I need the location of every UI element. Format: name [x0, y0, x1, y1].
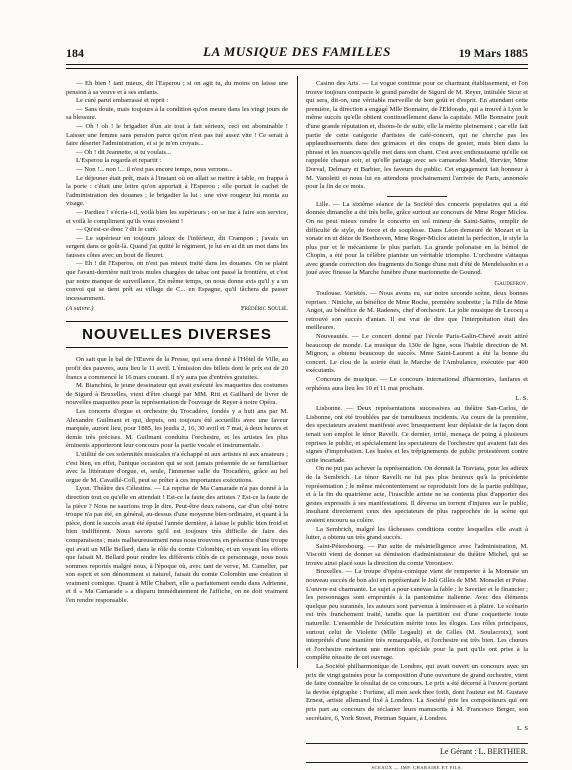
story-paragraph: — Oh ! dit Jeannette, si tu voulais...	[76, 148, 172, 156]
story-paragraph: Le curé parut embarrassé et reprit :	[76, 97, 169, 105]
story-signature	[66, 304, 288, 313]
story-paragraph: — Non !... non !... il n'est pas encore temps, nous verrons...	[76, 165, 233, 173]
story-paragraph: — Le supérieur en toujours jaloux de l'inférieur, dit Crampon ; j'avais un sergent dans ce goût-là. Quand j'ai quitté le régiment, je lui en ai dit un mot dans les fausses côtes avec un bout de fleuret.	[66, 234, 288, 259]
page-number: 184	[66, 46, 84, 60]
news-paragraph: L'utilité de ces solennités musicales n'a échappé ni aux artistes ni aux amateurs ; c'est bien, en effet, l'unique occasion qui se soit jamais présentée de se familiariser avec la littérature d'orgue, et, seule, l'immense salle du Trocadéro, grâce au bel orgue de M. Cavaillé-Coll, peut se prêter à ces importantes exécutions.	[66, 450, 288, 484]
news-paragraph: Lisbonne. — Deux représentations successives au théâtre San-Carlos, de Lisbonne, ont été troublées par de tumultueux incidents. Au cours de la première, des spectateurs avaient manifesté avec brusquement leur déplaisir de la façon dont tenait son emploi le ténor Ravelli. Ce dernier, irrité, menaça de poing à plusieurs reprises le public, et spécialement les spectateurs de l'orchestre qui avaient fait des signes d'improbation. Les huées et les trépignements de public protestèrent contre cette incartade.	[306, 405, 528, 464]
page-header	[66, 42, 528, 64]
news-paragraph: La Société philharmonique de Londres, qui avait ouvert un concours avec un prix de vingt guinées pour la composition d'une ouverture de grand orchestre, vient de faire connaître le résultat de ce concours. Le prix a été décerné à l'œuvre portant la devise épigraphe : Fortune, all men seek thee forth, dont l'auteur est M. Gustave Ernest, artiste allemand fixé à Londres. La Société prie les compositeurs qui ont pris part au concours de réclamer leurs manuscrits à M. Francesco Berger, son secrétaire, 6, York Street, Portman Square, à Londres.	[306, 663, 528, 722]
section-title: NOUVELLES DIVERSES	[66, 321, 288, 348]
news-paragraph: Concours de musique. — Le concours international d'harmonies, fanfares et orphéons aura lieu les 10 et 11 mai prochain.	[306, 376, 528, 392]
news-paragraph: Lille. — La sixième séance de la Société des concerts populaires qui a été donnée dimanche a été très belle, grâce surtout au concours de Mme Roger Miclos. On ne peut mieux rendre le concerto en sol mineur de Saint-Saëns, remplir de difficulté de style, de force et de souplesse. Dans Léon demeuré de Mozart et la sonate en ut dièze de Beethoven, Mme Roger-Miclos atteint la perfection, le style la plus pur et le mécanisme le plus parfait. La grande polonaise en la bémol de Chopin, a été pour la célèbre pianiste un véritable triomphe. L'orchestre s'attaqua avec grande correction des fragments du Songe d'une nuit d'été de Mendelssohn et a joué avec finesse la Marche funèbre d'une marionnette de Gounod.	[306, 200, 528, 277]
story-paragraph: Le déjeuner était prêt, mais à l'instant où on allait se mettre à table, on frappa à la porte : c'était une lettre qu'on apportait à l'Esperou ; elle portait le cachet de l'administration des douanes ; le brigadier la lut : une vive rougeur lui monta au visage.	[66, 174, 288, 208]
story-paragraph: — Eh bien ! tant mieux, dit l'Esperou ; si on agit tu, du moins on laisse une pension à sa veuve et à ses enfants.	[66, 80, 288, 96]
news-paragraph: La Sembrich, malgré les fâcheuses conditions contre lesquelles elle avait à lutter, a obtenu un très grand succès.	[306, 525, 528, 542]
signature: Gaudefroy.	[494, 280, 528, 288]
news-paragraph: M. Bianchini, le jeune dessinateur qui avait exécuté les maquettes des costumes de Sigurd à Bruxelles, vient d'être chargé par MM. Ritt et Gailhard de livrer de nouvelles maquettes pour la représentation de l'ouvrage de Reyer à notre Opéra.	[66, 382, 288, 407]
story-paragraph: — Pardieu ! s'écria-t-il, voilà bien les supérieurs ; on se tue à faire son service, et voilà le compliment qu'ils vous envoient !	[66, 208, 288, 225]
to-be-continued: (A suivre.)	[66, 305, 94, 313]
news-paragraph: Nouveautés. — Le concert donné par l'école Paris-Galin-Chevé avait attiré beaucoup de monde. La musique du 130e de ligne, sous l'habile direction de M. Mignon, a obtenu beaucoup de succès. Mme Saint-Laurent a été la bonne du concert. Le clou de la soirée était le Marche de l'Ambulance, exécutée par 400 exécutants.	[306, 333, 528, 375]
news-paragraph: Lyon. Théâtre des Célestins. — La reprise de Ma Camarade n'a pas donné à la direction tout ce qu'elle en attendait ! Est-ce la faute des artistes ? Est-ce la faute de la pièce ? Nous ne saurions trop le dire. Peut-être deux raisons, car d'un côté notre troupe n'a pas été, en général, au-dessus d'une moyenne bien ordinaire, et quant à la pièce, dont le succès avait été épuisé l'année dernière, à laisse le public bien froid et bien indifférent. Nous savons qu'il est toujours très difficile de faire des comparaisons ; mais malheureusement nous nous trouvons en présence d'une troupe qui avait un Mlle Bellard, dans le rôle du comte Colombin, et un voyant les efforts que faisait M. Bellard pour rendre les différents côtés de ce personnage, nous nous sommes reportés malgré nous, à l'époque où, avec tant de verve, M. Camelier, par son esprit et son dénomment si naturel, faisait du comte Colombin une création si vraiment comique. Quant à Mlle Chabert, elle a parfaitement rendu dans Adrienne, et il « Ma Camarade » a disparu immédiatement de l'affiche, on ne doit vraiment l'en rendre responsable.	[66, 485, 288, 605]
header-rule-bottom	[66, 68, 528, 69]
news-paragraph: Saint-Pétersbourg. — Par suite de mésintelligence avec l'administration, M. Viscotti vient de donner sa démission d'administrateur du théâtre Michel, qui se trouve ainsi placé sous la direction du comte Vorontsov.	[306, 542, 528, 567]
news-paragraph: On sait que le bal de l'Œuvre de la Presse, qui sera donné à l'Hôtel de Ville, au profit des pauvres, aura lieu le 11 avril. L'émission des billets dont le prix est de 20 francs a commencé le 16 mars courant. Il n'y aura pas d'entrées gratuites.	[66, 356, 288, 381]
news-paragraph: Bruxelles. — La troupe d'opéra-comique vient de remporter à la Monnaie un nouveau succès de bon aloi en représentant le Jolí Gilles de MM. Monselet et Poise. L'œuvre est charmante. Le sujet a pour canevas la fable : le Savetier et le financier ; les personnages sont empruntés à la pantomime italienne. Avec des éléments quelque peu surannés, les auteurs sont parvenus à intéresser et à plaire. Le scénario est très franchement traité, tandis que la partition est d'une coquetterie toute naturelle. L'ensemble de l'exécution mérite tous les éloges. Les rôles principaux, surtout celui de Violette (Mlle Legault) et de Gilles (M. Soulacroix), sont interprétés d'une manière très remarquable, et l'orchestre est très bien. Les chœurs et l'orchestre méritent une mention spéciale pour la part qu'ils ont prise à la complète réussite de cet ouvrage.	[306, 568, 528, 662]
story-paragraph: L'Esperou la regarda et repartit :	[76, 157, 162, 165]
header-rule-top	[66, 64, 528, 65]
news-paragraph: Toulouse. Variétés. — Nous avons eu, sur notre seconde scène, deux bonnes reprises : Niniche, au bénéfice de Mme Roche, première soubrette ; la Fille de Mme Angot, au bénéfice de M. Radenes, chef d'orchestre. La jolie musique de Lecocq a retrouvé son succès d'antan. Il est vrai de dire que l'interprétation était des meilleures.	[306, 290, 528, 332]
newspaper-page	[66, 40, 528, 770]
signature: L. S.	[515, 395, 528, 403]
author-name: Frédéric Soulié.	[240, 305, 288, 313]
signature: L. S	[517, 725, 528, 733]
story-paragraph: — Oh ! oh ! le brigadier d'un air tout à fait sérieux, ceci est abominable ! Laisser une femme sans pension parce qu'on n'est pas tué assez vite ! Ce serait à faire déserter l'administration, et si je m'en croyais...	[66, 122, 288, 148]
left-column	[66, 80, 288, 720]
story-paragraph: — Qu'est-ce donc ? dit le curé.	[76, 226, 158, 234]
news-paragraph: On ne put pas achever la représentation. On donnait la Traviata, pour les adieux de la Sembrich. Le ténor Ravelli ne fut pas plus heureux qu'à la précédente représentation ; le même mécontentement se reproduisit lors de la partie publique, et à la fin du quatrième acte, l'irascible artiste ne se contenta plus d'apporter des gestes expressifs à ses manifestations. Il déversa un torrent d'injures sur le public, insultant directement ceux des spectateurs de plus rapprochés de la scène qui avaient encouru sa colère.	[306, 465, 528, 524]
journal-title: LA MUSIQUE DES FAMILLES	[203, 44, 391, 59]
printer-imprint: SCEAUX — IMP. CHARAIRE ET FILS.	[306, 762, 528, 770]
publisher-manager: Le Gérant : L. BERTHIER.	[306, 743, 528, 756]
story-paragraph: — Eh ! dit l'Esperou, on n'est pas mieux traité dans les douanes. On se plaint que l'avant-dernière nuit trois mules chargées de tabac ont passé la frontière, et c'est par notre manque de surveillance. En même temps, on nous donne avis qu'il y a un convoi qui se tient prêt au village de C... en Espagne, qu'il tâchera de passer incessamment.	[66, 260, 288, 302]
issue-date: 19 Mars 1885	[458, 46, 528, 60]
right-column	[306, 80, 528, 770]
news-paragraph: Les concerts d'orgue et orchestre du Trocadéro, fondés y a huit ans par M. Alexandre Guilmant et qui, depuis, ont toujours été accueillis avec une faveur marquée, auront lieu, pour 1885, les jeudis 2, 16, 30 avril et 7 mai, à deux heures et demie très précises. M. Guilmant conduira l'orchestre, et les artistes les plus éminents apporteront leur concours pour la partie vocale et instrumentale.	[66, 408, 288, 450]
column-divider	[297, 76, 298, 668]
news-paragraph: Casino des Arts. — La vogue continue pour ce charmant établissement, et l'on trouve toujours compacte le grand parodie de Sigurd de M. Reyer, intitulée Sicur et qui sera, dit-on, une véritable merveille de bon goût et d'esprit. En attendant cette première, la direction a engagé Mlle Bonnaire, de l'Eldorado, qui a trouvé à Lyon le même succès qu'elle obtient continuellement dans la capitale. Mlle Bonnaire jouit d'une grande réputation et, disons-le de suite, elle la mérite pleinement ; car elle fait partie de cette catégorie d'artistes de café-concert, qui ne cherche pas les applaudissements dans des grimaces et des coups de gosier, mais bien dans la phrasé et les nuances qu'elle met dans son chant. C'est avec enthousiasme qu'elle est rappelée chaque soir, et qu'elle partage avec ses camarades Madel, Hervier, Mme Dorval, Delmary et Barbier, les faveurs du public. Cet engagement fait honneur à M. Vanoletti et nous lui en attendons prochainement l'arrivée de Paris, annoncée pour la fin de ce mois.	[306, 80, 528, 191]
separator	[387, 196, 447, 197]
story-paragraph: — Sans doute, mais toujours à la condition qu'on meure dans les vingt jours de sa blessure.	[66, 105, 288, 122]
